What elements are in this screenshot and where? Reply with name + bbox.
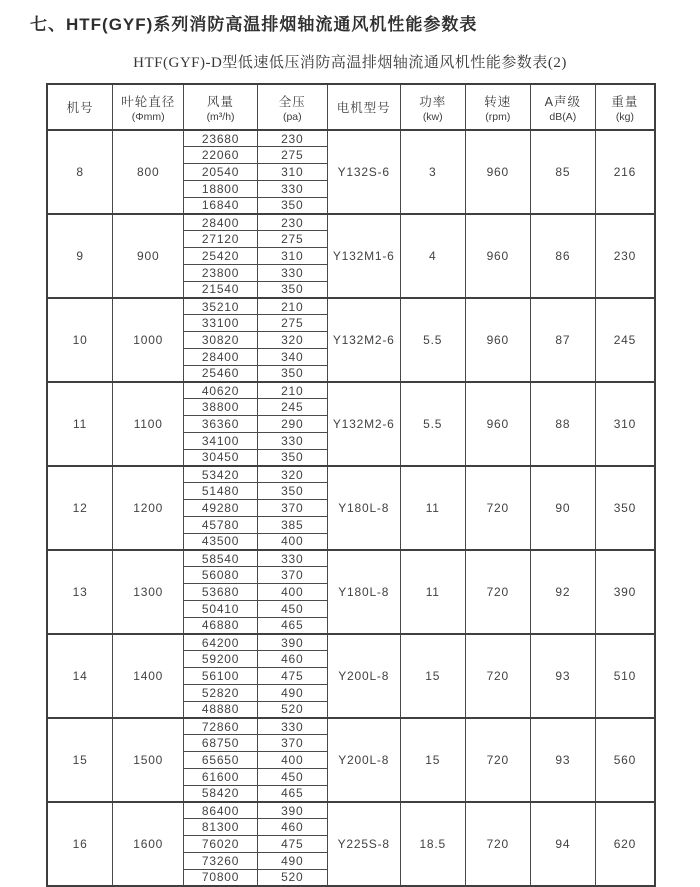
cell-machine-no: 13 [47, 550, 113, 634]
header-impeller-diameter: 叶轮直径 (Φmm) [113, 84, 184, 130]
cell-airflow: 65650 [184, 751, 258, 768]
cell-power: 15 [400, 634, 465, 718]
cell-pressure: 370 [257, 567, 327, 584]
table-row [47, 550, 655, 567]
cell-impeller-diameter: 900 [113, 214, 184, 298]
header-airflow: 风量 (m³/h) [184, 84, 258, 130]
cell-pressure: 370 [257, 500, 327, 517]
cell-weight: 350 [595, 466, 655, 550]
cell-motor-model: Y132M1-6 [327, 214, 400, 298]
cell-pressure: 350 [257, 449, 327, 466]
cell-airflow: 30450 [184, 449, 258, 466]
cell-power: 15 [400, 718, 465, 802]
cell-pressure: 350 [257, 365, 327, 382]
cell-speed: 720 [465, 718, 530, 802]
cell-impeller-diameter: 1000 [113, 298, 184, 382]
cell-airflow: 35210 [184, 298, 258, 315]
cell-impeller-diameter: 1600 [113, 802, 184, 886]
cell-airflow: 56100 [184, 668, 258, 685]
cell-pressure: 400 [257, 533, 327, 550]
cell-pressure: 390 [257, 802, 327, 819]
cell-airflow: 70800 [184, 869, 258, 886]
cell-airflow: 30820 [184, 332, 258, 349]
cell-speed: 960 [465, 298, 530, 382]
cell-motor-model: Y132S-6 [327, 130, 400, 214]
cell-airflow: 25420 [184, 248, 258, 265]
cell-weight: 310 [595, 382, 655, 466]
cell-machine-no: 15 [47, 718, 113, 802]
cell-airflow: 46880 [184, 617, 258, 634]
cell-pressure: 465 [257, 617, 327, 634]
cell-noise: 93 [530, 718, 595, 802]
cell-pressure: 520 [257, 869, 327, 886]
cell-airflow: 28400 [184, 348, 258, 365]
cell-pressure: 465 [257, 785, 327, 802]
cell-noise: 93 [530, 634, 595, 718]
cell-pressure: 490 [257, 684, 327, 701]
cell-noise: 88 [530, 382, 595, 466]
cell-airflow: 64200 [184, 634, 258, 651]
cell-airflow: 38800 [184, 399, 258, 416]
cell-pressure: 460 [257, 651, 327, 668]
cell-airflow: 72860 [184, 718, 258, 735]
cell-airflow: 76020 [184, 835, 258, 852]
cell-airflow: 20540 [184, 164, 258, 181]
cell-airflow: 59200 [184, 651, 258, 668]
table-row [47, 802, 655, 819]
cell-airflow: 45780 [184, 516, 258, 533]
cell-pressure: 330 [257, 432, 327, 449]
cell-airflow: 53680 [184, 584, 258, 601]
cell-impeller-diameter: 800 [113, 130, 184, 214]
cell-weight: 390 [595, 550, 655, 634]
header-pressure: 全压 (pa) [257, 84, 327, 130]
cell-pressure: 330 [257, 718, 327, 735]
cell-airflow: 52820 [184, 684, 258, 701]
cell-airflow: 48880 [184, 701, 258, 718]
cell-airflow: 50410 [184, 600, 258, 617]
cell-airflow: 61600 [184, 768, 258, 785]
table-row [47, 634, 655, 651]
cell-airflow: 33100 [184, 315, 258, 332]
cell-airflow: 68750 [184, 735, 258, 752]
table-subtitle: HTF(GYF)-D型低速低压消防高温排烟轴流通风机性能参数表(2) [133, 55, 567, 71]
cell-pressure: 210 [257, 382, 327, 399]
cell-motor-model: Y200L-8 [327, 634, 400, 718]
table-row [47, 214, 655, 231]
cell-pressure: 450 [257, 600, 327, 617]
cell-pressure: 230 [257, 130, 327, 147]
cell-motor-model: Y132M2-6 [327, 298, 400, 382]
table-row [47, 130, 655, 147]
cell-machine-no: 16 [47, 802, 113, 886]
cell-pressure: 475 [257, 668, 327, 685]
cell-airflow: 16840 [184, 197, 258, 214]
spec-table-body [47, 130, 655, 886]
header-machine-no: 机号 [47, 84, 113, 130]
cell-motor-model: Y180L-8 [327, 466, 400, 550]
cell-impeller-diameter: 1300 [113, 550, 184, 634]
table-row [47, 298, 655, 315]
cell-airflow: 40620 [184, 382, 258, 399]
cell-pressure: 320 [257, 332, 327, 349]
cell-pressure: 230 [257, 214, 327, 231]
fan-spec-table [46, 83, 656, 887]
cell-pressure: 400 [257, 751, 327, 768]
cell-power: 5.5 [400, 298, 465, 382]
cell-pressure: 290 [257, 416, 327, 433]
cell-motor-model: Y132M2-6 [327, 382, 400, 466]
cell-noise: 87 [530, 298, 595, 382]
cell-noise: 86 [530, 214, 595, 298]
cell-speed: 960 [465, 214, 530, 298]
cell-speed: 960 [465, 382, 530, 466]
cell-pressure: 330 [257, 264, 327, 281]
cell-airflow: 58540 [184, 550, 258, 567]
cell-motor-model: Y180L-8 [327, 550, 400, 634]
cell-power: 4 [400, 214, 465, 298]
cell-pressure: 330 [257, 550, 327, 567]
cell-noise: 90 [530, 466, 595, 550]
cell-airflow: 43500 [184, 533, 258, 550]
cell-pressure: 310 [257, 248, 327, 265]
cell-pressure: 275 [257, 231, 327, 248]
table-header [47, 84, 655, 130]
cell-pressure: 490 [257, 852, 327, 869]
cell-machine-no: 9 [47, 214, 113, 298]
cell-weight: 245 [595, 298, 655, 382]
cell-weight: 620 [595, 802, 655, 886]
cell-airflow: 36360 [184, 416, 258, 433]
cell-airflow: 81300 [184, 819, 258, 836]
table-row [47, 466, 655, 483]
cell-power: 3 [400, 130, 465, 214]
cell-weight: 216 [595, 130, 655, 214]
cell-power: 5.5 [400, 382, 465, 466]
cell-pressure: 475 [257, 835, 327, 852]
cell-pressure: 320 [257, 466, 327, 483]
cell-speed: 720 [465, 634, 530, 718]
cell-pressure: 275 [257, 147, 327, 164]
cell-machine-no: 12 [47, 466, 113, 550]
cell-airflow: 49280 [184, 500, 258, 517]
cell-airflow: 23800 [184, 264, 258, 281]
cell-weight: 560 [595, 718, 655, 802]
cell-power: 11 [400, 550, 465, 634]
cell-airflow: 58420 [184, 785, 258, 802]
cell-airflow: 73260 [184, 852, 258, 869]
cell-pressure: 400 [257, 584, 327, 601]
cell-machine-no: 14 [47, 634, 113, 718]
cell-airflow: 56080 [184, 567, 258, 584]
cell-pressure: 520 [257, 701, 327, 718]
header-noise: A声级 dB(A) [530, 84, 595, 130]
cell-airflow: 34100 [184, 432, 258, 449]
cell-noise: 92 [530, 550, 595, 634]
cell-impeller-diameter: 1200 [113, 466, 184, 550]
cell-airflow: 86400 [184, 802, 258, 819]
cell-impeller-diameter: 1500 [113, 718, 184, 802]
cell-pressure: 385 [257, 516, 327, 533]
cell-machine-no: 10 [47, 298, 113, 382]
cell-pressure: 460 [257, 819, 327, 836]
page-title: 七、HTF(GYF)系列消防高温排烟轴流通风机性能参数表 [30, 15, 478, 34]
cell-airflow: 27120 [184, 231, 258, 248]
cell-airflow: 18800 [184, 180, 258, 197]
cell-machine-no: 11 [47, 382, 113, 466]
cell-motor-model: Y200L-8 [327, 718, 400, 802]
cell-pressure: 350 [257, 281, 327, 298]
cell-weight: 230 [595, 214, 655, 298]
header-speed: 转速 (rpm) [465, 84, 530, 130]
cell-airflow: 22060 [184, 147, 258, 164]
cell-speed: 720 [465, 466, 530, 550]
cell-airflow: 53420 [184, 466, 258, 483]
cell-pressure: 350 [257, 483, 327, 500]
cell-motor-model: Y225S-8 [327, 802, 400, 886]
cell-pressure: 370 [257, 735, 327, 752]
header-weight: 重量 (kg) [595, 84, 655, 130]
cell-pressure: 210 [257, 298, 327, 315]
cell-speed: 720 [465, 802, 530, 886]
cell-airflow: 51480 [184, 483, 258, 500]
cell-pressure: 450 [257, 768, 327, 785]
cell-noise: 94 [530, 802, 595, 886]
cell-pressure: 310 [257, 164, 327, 181]
cell-power: 18.5 [400, 802, 465, 886]
header-row [47, 84, 655, 130]
cell-pressure: 390 [257, 634, 327, 651]
cell-pressure: 340 [257, 348, 327, 365]
cell-pressure: 275 [257, 315, 327, 332]
cell-impeller-diameter: 1400 [113, 634, 184, 718]
cell-pressure: 245 [257, 399, 327, 416]
cell-speed: 960 [465, 130, 530, 214]
cell-weight: 510 [595, 634, 655, 718]
cell-airflow: 28400 [184, 214, 258, 231]
cell-airflow: 23680 [184, 130, 258, 147]
table-row [47, 718, 655, 735]
cell-machine-no: 8 [47, 130, 113, 214]
cell-power: 11 [400, 466, 465, 550]
cell-pressure: 330 [257, 180, 327, 197]
table-row [47, 382, 655, 399]
cell-pressure: 350 [257, 197, 327, 214]
header-motor-model: 电机型号 [327, 84, 400, 130]
cell-impeller-diameter: 1100 [113, 382, 184, 466]
cell-airflow: 21540 [184, 281, 258, 298]
cell-speed: 720 [465, 550, 530, 634]
header-power: 功率 (kw) [400, 84, 465, 130]
cell-airflow: 25460 [184, 365, 258, 382]
cell-noise: 85 [530, 130, 595, 214]
